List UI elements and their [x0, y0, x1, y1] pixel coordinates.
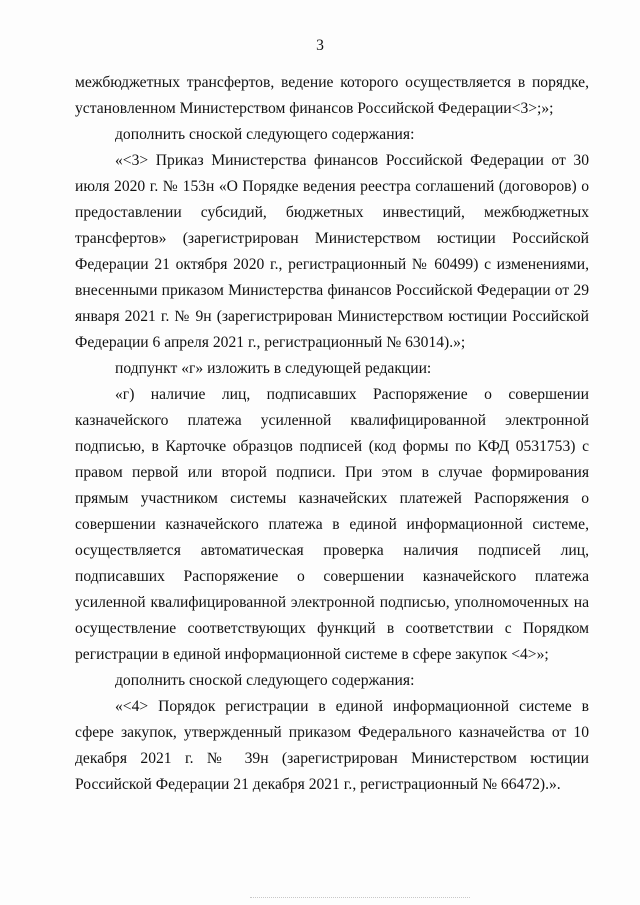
paragraph-4: подпункт «г» изложить в следующей редакции: — [115, 360, 432, 377]
page-number: 3 — [316, 37, 324, 54]
footnote-4-text: «<4> Порядок регистрации в единой информационной системе в сфере закупок, утвержденный приказом Федерального казначейства от 10 декабря 2021 г. № 39н (зарегистрирован Министерством юстиции Российской Федерации 21 декабря 2021 г., регистрационный № 66472).». — [75, 698, 589, 793]
document-body — [75, 70, 589, 798]
paragraph-6: дополнить сноской следующего содержания: — [115, 672, 415, 689]
subparagraph-g-text: «г) наличие лиц, подписавших Распоряжение о совершении казначейского платежа усиленной квалифицированной электронной подписью, в Карточке образцов подписей (код формы по КФД 0531753) с правом первой или второй подписи. При этом в случае формирования прямым участником системы казначейских платежей Распоряжения о совершении казначейского платежа в единой информационной системе, осуществляется автоматическая проверка наличия подписей лиц, подписавших Распоряжение о совершении казначейского платежа усиленной квалифицированной электронной подписью, уполномоченных на осуществление соответствующих функций в соответствии с Порядком регистрации в единой информационной системе в сфере закупок <4>»; — [75, 386, 589, 663]
scan-edge-divider — [250, 897, 470, 898]
paragraph-2: дополнить сноской следующего содержания: — [115, 126, 415, 143]
paragraph-1: межбюджетных трансфертов, ведение которого осуществляется в порядке, установленном Министерством финансов Российской Федерации<3>;»; — [75, 74, 589, 117]
footnote-3-text: «<3> Приказ Министерства финансов Российской Федерации от 30 июля 2020 г. № 153н «О Порядке ведения реестра соглашений (договоров) о предоставлении субсидий, бюджетных инвестиций, межбюджетных трансфертов» (зарегистрирован Министерством юстиции Российской Федерации 21 октября 2020 г., регистрационный № 60499) с изменениями, внесенными приказом Министерства финансов Российской Федерации от 29 января 2021 г. № 9н (зарегистрирован Министерством юстиции Российской Федерации 6 апреля 2021 г., регистрационный № 63014).»; — [75, 152, 589, 351]
